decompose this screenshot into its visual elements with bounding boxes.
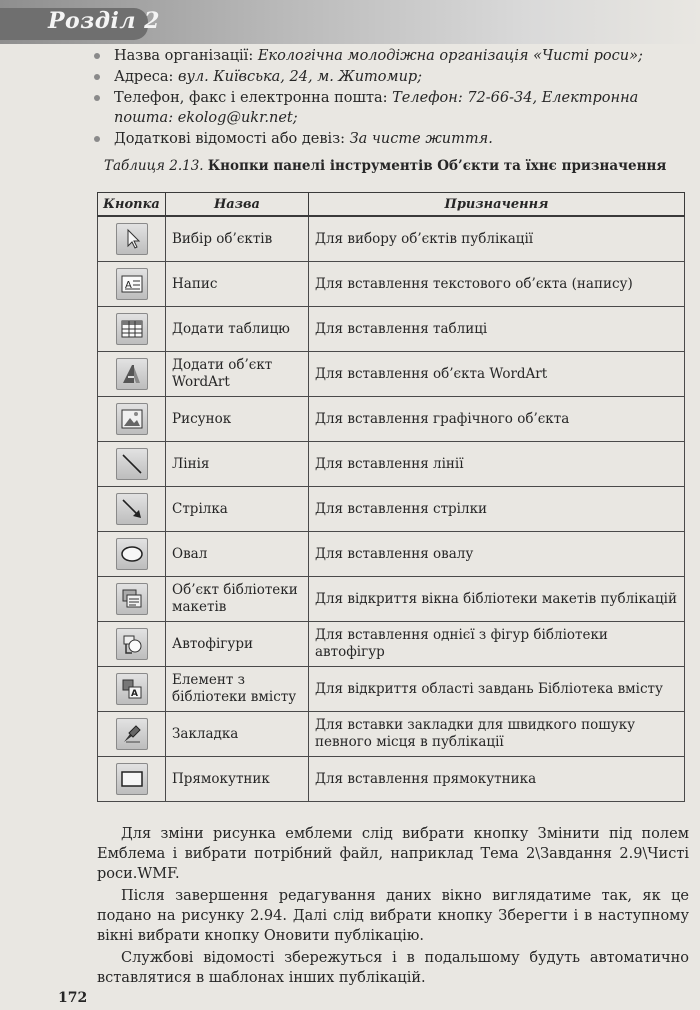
tool-name-text: Додати об’єкт WordArt [172, 357, 273, 390]
list-item [92, 88, 682, 128]
paragraph: Службові відомості збережуться і в подальшому будуть автоматично вставлятися в шаблонах інших публікацій. [97, 950, 689, 986]
bullet-icon [94, 136, 100, 142]
table-row [98, 622, 685, 667]
design-gallery-icon [116, 583, 148, 615]
list-item [92, 67, 682, 87]
info-value: Екологічна молодіжна організація «Чисті роси»; [257, 48, 643, 64]
tool-purpose: Для вставлення лінії [309, 442, 685, 487]
tool-purpose: Для вставки закладки для швидкого пошуку певного місця в публікації [309, 712, 685, 757]
bullet-icon [94, 74, 100, 80]
rectangle-icon [116, 763, 148, 795]
tool-name: Лінія [166, 442, 309, 487]
paragraph: Після завершення редагування даних вікно виглядатиме так, як це подано на рисунку 2.94. Далі слід вибрати кнопку Зберегти і в наступному вікні вибрати кнопку Оновити публікацію. [97, 888, 689, 944]
org-info-list [92, 46, 682, 150]
info-label: Адреса: [114, 69, 174, 85]
bullet-icon [94, 53, 100, 59]
info-label: Телефон, факс і електронна пошта: [114, 90, 388, 106]
tools-table [97, 192, 685, 802]
table-row [98, 757, 685, 802]
caption-label: Таблиця 2.13. [104, 158, 204, 174]
info-value: Телефон: 72-66-34, Електронна пошта: ekolog@ukr.net; [114, 90, 639, 126]
info-label: Додаткові відомості або девіз: [114, 131, 345, 147]
tool-name: Рисунок [166, 397, 309, 442]
table-row [98, 352, 685, 397]
tool-purpose: Для вставлення овалу [309, 532, 685, 577]
tool-purpose: Для вставлення стрілки [309, 487, 685, 532]
header-cell: Назва [166, 193, 309, 217]
header-cell: Призначення [309, 193, 685, 217]
body-text [97, 824, 689, 990]
info-label: Назва організації: [114, 48, 254, 64]
wordart-icon [116, 358, 148, 390]
tool-purpose: Для вибору об’єктів публікації [309, 216, 685, 262]
table-row [98, 262, 685, 307]
table-header-row [98, 193, 685, 217]
tool-purpose: Для вставлення таблиці [309, 307, 685, 352]
chapter-label: Розділ 2 [48, 8, 160, 34]
table-row [98, 487, 685, 532]
page-number: 172 [58, 990, 88, 1006]
bookmark-icon [116, 718, 148, 750]
info-value: вул. Київська, 24, м. Житомир; [178, 69, 423, 85]
tool-purpose: Для вставлення текстового об’єкта (напису) [309, 262, 685, 307]
tool-name: Прямокутник [166, 757, 309, 802]
tool-name: Елемент з бібліотеки вмісту [166, 667, 309, 712]
table-row [98, 307, 685, 352]
paragraph: Для зміни рисунка емблеми слід вибрати кнопку Змінити під полем Емблема і вибрати потрібний файл, наприклад Тема 2\Завдання 2.9\Чисті роси.WMF. [97, 826, 689, 882]
table-row [98, 577, 685, 622]
table-row [98, 712, 685, 757]
table-row [98, 667, 685, 712]
tool-name: Овал [166, 532, 309, 577]
table-row [98, 216, 685, 262]
select-objects-icon [116, 223, 148, 255]
svg-text:A: A [124, 280, 132, 291]
info-value: За чисте життя. [349, 131, 493, 147]
line-icon [116, 448, 148, 480]
list-item [92, 46, 682, 66]
autoshapes-icon [116, 628, 148, 660]
tool-purpose: Для вставлення однієї з фігур бібліотеки автофігур [309, 622, 685, 667]
table-row [98, 442, 685, 487]
table-caption [104, 158, 666, 174]
text-box-icon [116, 268, 148, 300]
caption-title: Кнопки панелі інструментів Об’єкти та їхнє призначення [207, 158, 667, 174]
tool-name: Стрілка [166, 487, 309, 532]
list-item [92, 129, 682, 149]
tool-purpose: Для вставлення графічного об’єкта [309, 397, 685, 442]
tool-purpose: Для вставлення об’єкта WordArt [309, 352, 685, 397]
tool-purpose: Для вставлення прямокутника [309, 757, 685, 802]
tool-name [166, 352, 309, 397]
svg-text:A: A [130, 689, 138, 699]
picture-icon [116, 403, 148, 435]
table-row [98, 397, 685, 442]
tool-name: Об’єкт бібліотеки макетів [166, 577, 309, 622]
bullet-icon [94, 95, 100, 101]
insert-table-icon [116, 313, 148, 345]
arrow-icon [116, 493, 148, 525]
tool-name: Вибір об’єктів [166, 216, 309, 262]
oval-icon [116, 538, 148, 570]
header-cell: Кнопка [98, 193, 166, 217]
tool-name: Додати таблицю [166, 307, 309, 352]
tool-name: Напис [166, 262, 309, 307]
tool-name: Закладка [166, 712, 309, 757]
tool-purpose: Для відкриття вікна бібліотеки макетів публікацій [309, 577, 685, 622]
tool-purpose: Для відкриття області завдань Бібліотека вмісту [309, 667, 685, 712]
tool-name: Автофігури [166, 622, 309, 667]
table-row [98, 532, 685, 577]
content-library-icon [116, 673, 148, 705]
